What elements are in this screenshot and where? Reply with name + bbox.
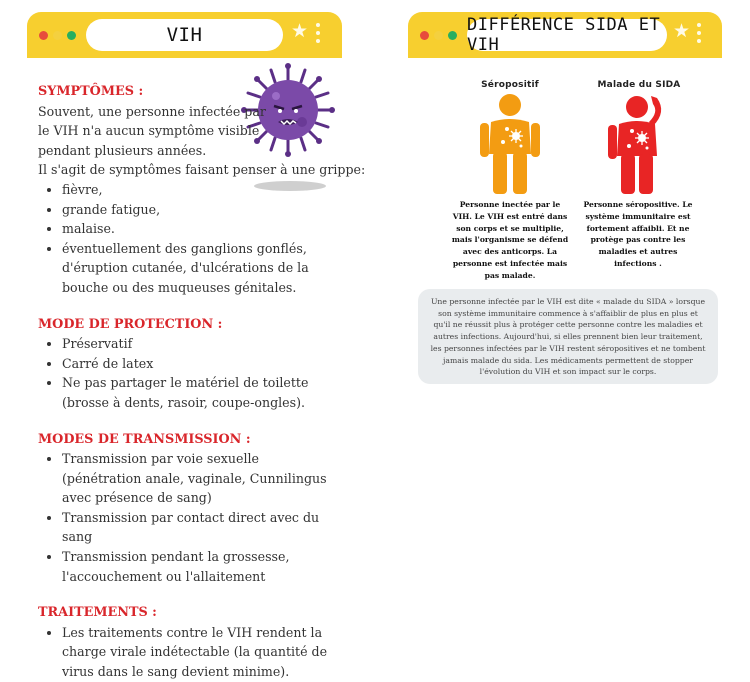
window-dot-yellow	[434, 31, 443, 40]
symptoms-intro-line: le VIH n'a aucun symptôme visible	[38, 123, 260, 139]
window-dot-red	[39, 31, 48, 40]
malade-description: Personne séropositive. Le système immunitaire est fortement affaibli. Et ne protège pas contre les maladies et autres infections .	[583, 200, 693, 268]
symptoms-list	[38, 180, 338, 298]
protection-list	[38, 334, 338, 412]
right-panel-title: DIFFÉRENCE SIDA ET VIH	[467, 19, 667, 51]
star-icon: ★	[673, 20, 691, 42]
window-dot-red	[420, 31, 429, 40]
left-panel-header	[27, 12, 342, 58]
protection-heading: MODE DE PROTECTION :	[38, 316, 223, 332]
window-dot-yellow	[53, 31, 62, 40]
menu-dots-icon[interactable]	[697, 23, 701, 47]
list-item: • Carré de latex	[62, 354, 338, 374]
right-panel-header	[408, 12, 722, 58]
transmission-list	[38, 449, 338, 586]
left-panel-content	[38, 82, 366, 682]
menu-dots-icon[interactable]	[316, 23, 320, 47]
seropositif-description: Personne inectée par le VIH. Le VIH est entré dans son corps et se multiplie, mais l'organisme se défend avec des anticorps. La personne est infectée mais pas malade.	[451, 200, 569, 280]
list-item: • Transmission par contact direct avec du sang	[62, 508, 338, 547]
transmission-heading: MODES DE TRANSMISSION :	[38, 431, 251, 447]
window-dot-green	[67, 31, 76, 40]
list-item: • Préservatif	[62, 334, 338, 354]
left-panel-title: VIH	[86, 19, 283, 51]
treatments-list	[38, 623, 338, 682]
list-item: • éventuellement des ganglions gonflés, d'éruption cutanée, d'ulcérations de la bouche ou des muqueuses génitales.	[62, 239, 338, 298]
list-item: • Transmission pendant la grossesse, l'accouchement ou l'allaitement	[62, 547, 338, 586]
list-item: • Les traitements contre le VIH rendent la charge virale indétectable (la quantité de virus dans le sang devient minime).	[62, 623, 338, 682]
info-text: Une personne infectée par le VIH est dite « malade du SIDA » lorsque son système immunitaire commence à s'affaiblir de plus en plus et qu'il ne réussit plus à protéger cette personne contre les maladies et autres infections. Aujourd'hui, si elles prennent bien leur traitement, les personnes infectées par le VIH restent séropositives et ne tombent jamais malade du sida. Les médicaments permettent de stopper l'évolution du VIH et son impact sur le corps.	[430, 297, 706, 377]
symptoms-heading: SYMPTÔMES :	[38, 84, 144, 99]
list-item: • grande fatigue,	[62, 200, 338, 220]
window-dot-green	[448, 31, 457, 40]
info-box	[418, 289, 718, 384]
seropositive-person-icon	[477, 92, 543, 196]
symptoms-intro-line: Il s'agit de symptômes faisant penser à une grippe:	[38, 162, 366, 178]
aids-patient-icon	[607, 92, 677, 196]
treatments-heading: TRAITEMENTS :	[38, 605, 157, 621]
symptoms-intro-line: Souvent, une personne infectée par	[38, 103, 266, 119]
list-item: • Transmission par voie sexuelle (pénétration anale, vaginale, Cunnilingus avec présence de sang)	[62, 449, 338, 508]
star-icon: ★	[291, 20, 309, 42]
list-item: • fièvre,	[62, 180, 338, 200]
list-item: • malaise.	[62, 219, 338, 239]
symptoms-intro-line: pendant plusieurs années.	[38, 142, 207, 158]
seropositif-label: Séropositif	[481, 80, 539, 90]
malade-label: Malade du SIDA	[597, 80, 681, 90]
list-item: • Ne pas partager le matériel de toilette (brosse à dents, rasoir, coupe-ongles).	[62, 373, 338, 412]
